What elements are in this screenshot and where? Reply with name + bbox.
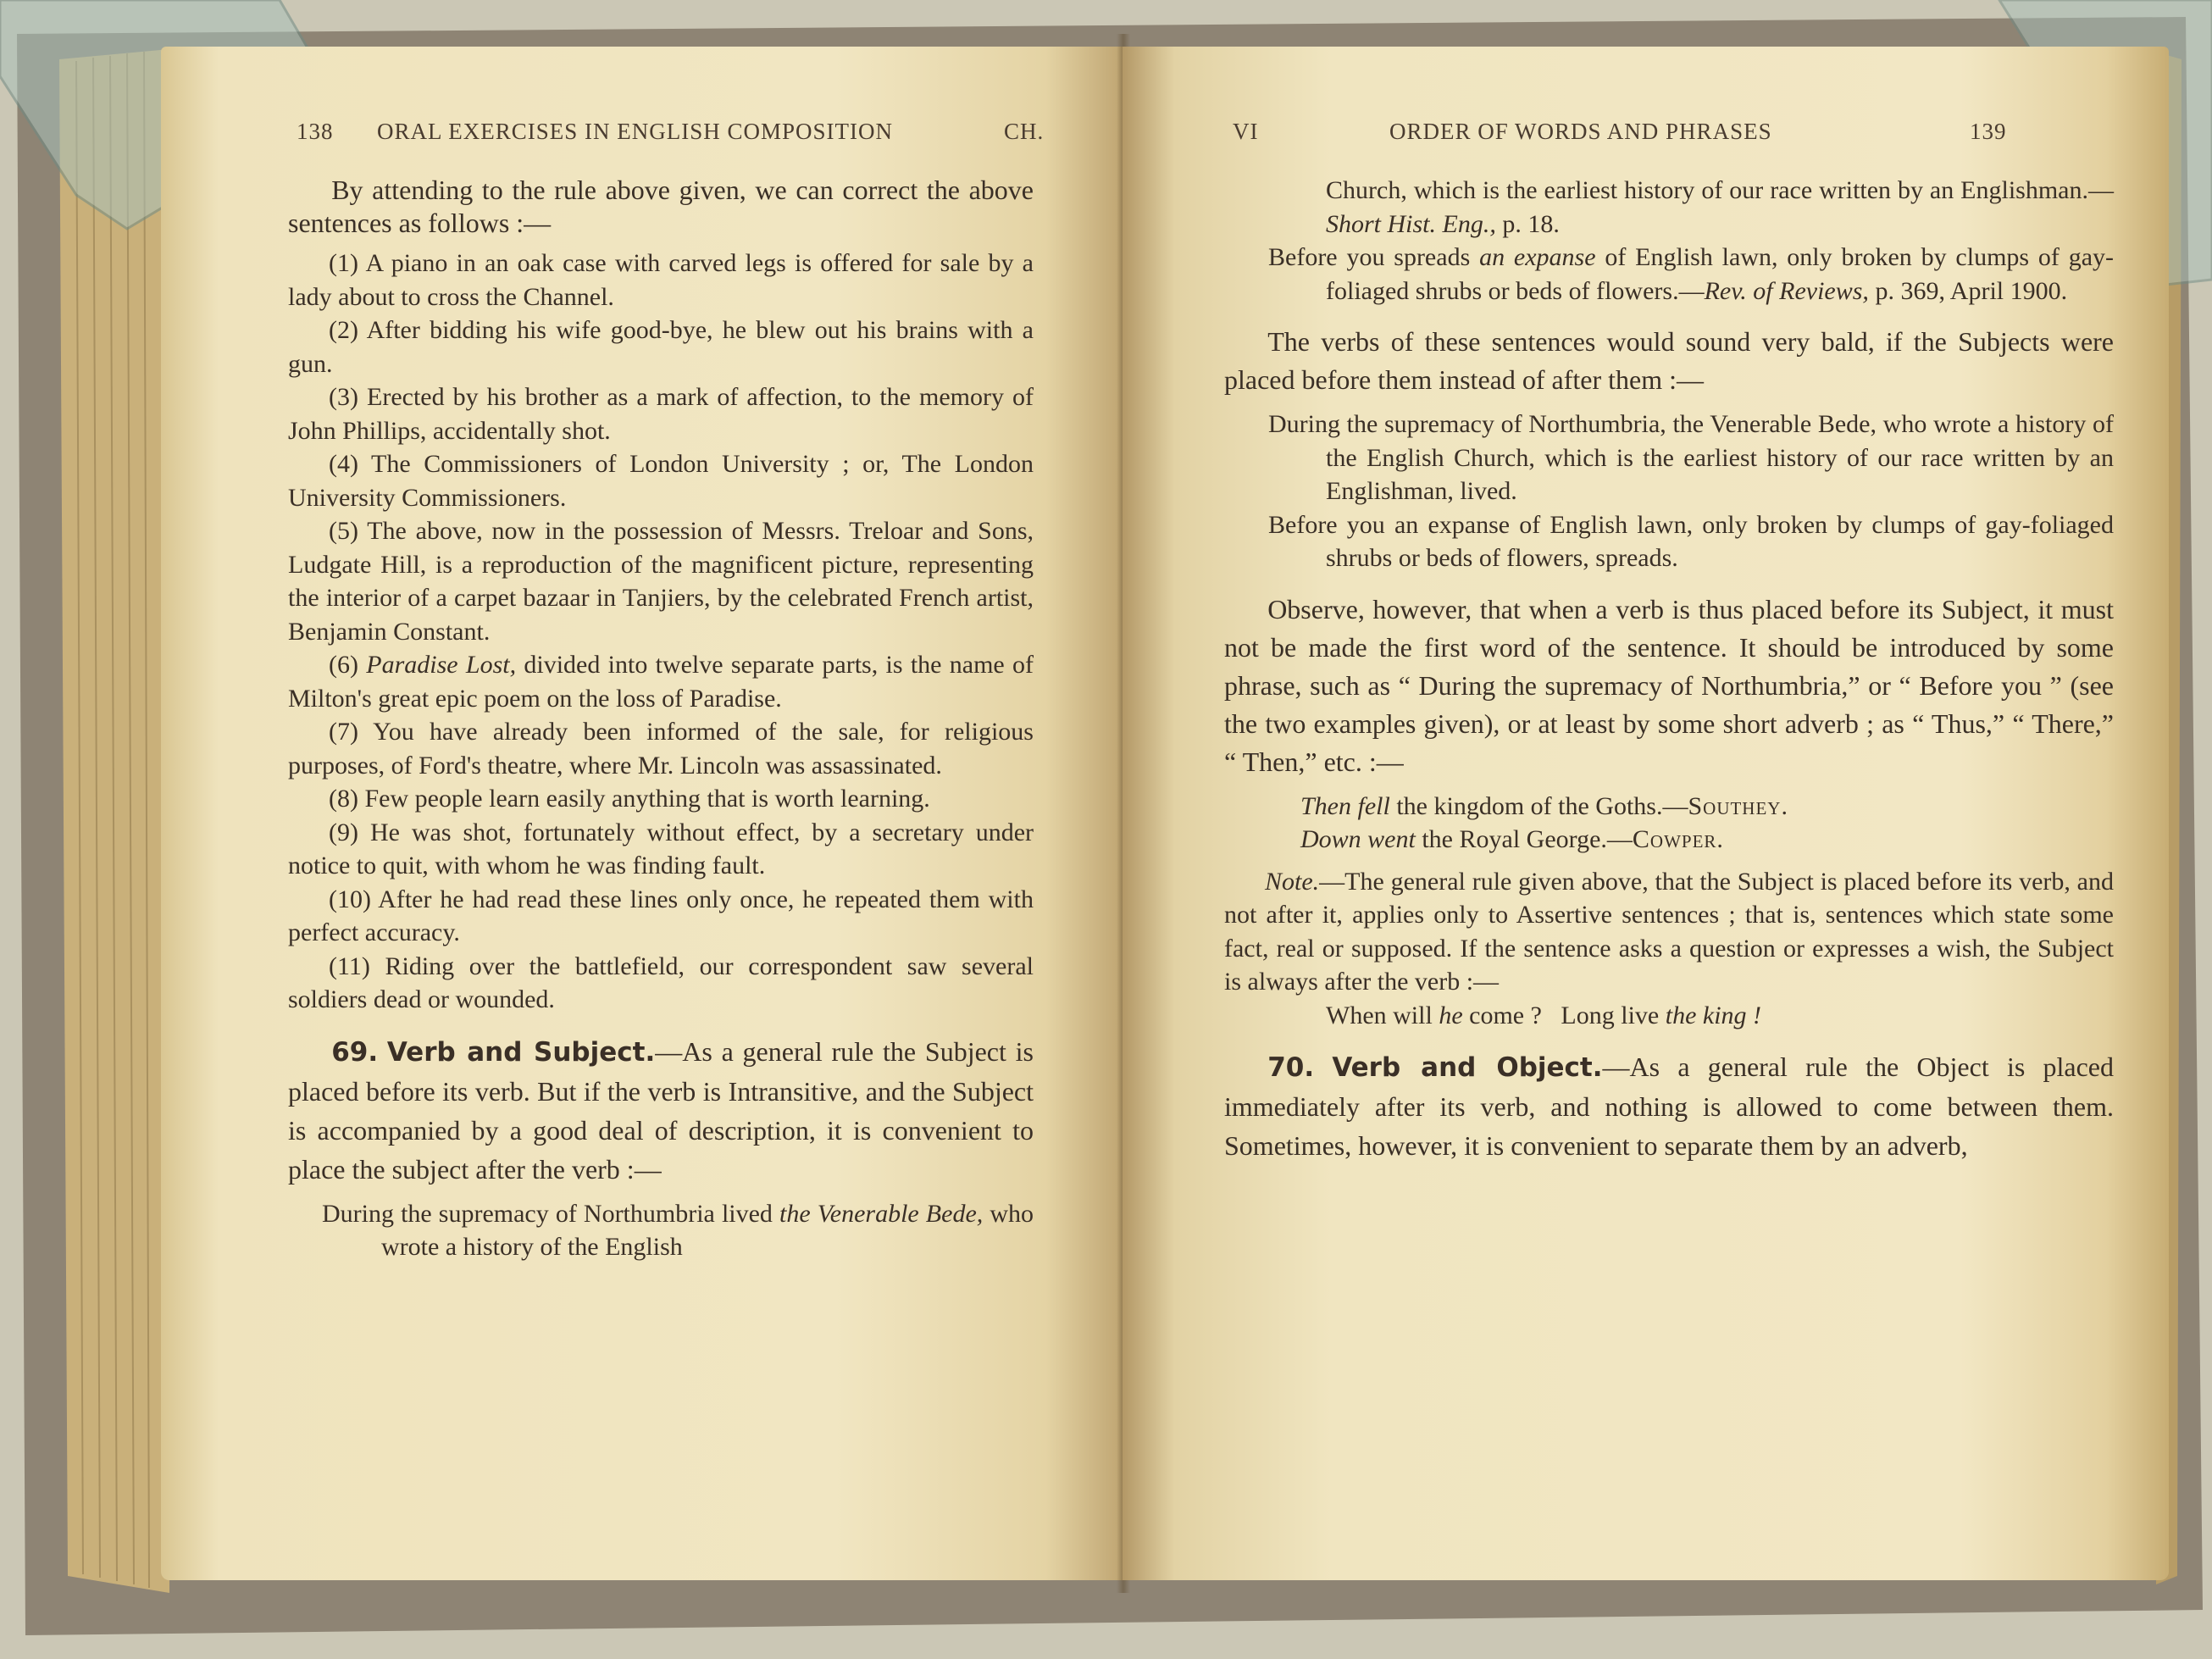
correction-item <box>288 715 1034 782</box>
item-text: The above, now in the possession of Messrs. Treloar and Sons, Ludgate Hill, is a reproduction of the magnificent picture, representing the interior of a carpet bazaar in Tanjiers, by the celebrated French artist, Benjamin Constant. <box>288 517 1034 646</box>
correction-item <box>288 514 1034 648</box>
quote-italic: Down went <box>1300 825 1416 853</box>
quote-author: Cowper. <box>1632 825 1724 853</box>
item-number: (8) <box>329 785 358 813</box>
example-source-page: p. 369, April 1900. <box>1875 276 2068 305</box>
section-70 <box>1224 1047 2114 1165</box>
right-running-title: ORDER OF WORDS AND PHRASES <box>1389 119 1772 144</box>
correction-item <box>288 247 1034 313</box>
left-chapter-mark: CH. <box>1004 119 1045 144</box>
quote-southey <box>1224 790 2114 824</box>
item-number: (1) <box>329 249 358 278</box>
item-number: (10) <box>329 885 371 913</box>
item-number: (9) <box>329 818 358 846</box>
example-source: Short Hist. Eng., <box>1326 209 1496 238</box>
item-number: (5) <box>329 517 358 546</box>
example-text: During the supremacy of Northumbria lived <box>322 1199 773 1228</box>
example-text: who wrote a history of the English <box>381 1199 1034 1262</box>
example-text: Before you spreads <box>1268 243 1471 271</box>
right-page-body <box>1224 174 2114 1165</box>
example-source-page: p. 18. <box>1502 209 1560 238</box>
example-text: Church, which is the earliest history of our race written by an Englishman.— <box>1326 176 2114 204</box>
correction-item <box>288 816 1034 883</box>
note-paragraph <box>1224 865 2114 999</box>
section-69-title: Verb and Subject. <box>386 1036 656 1068</box>
correction-item <box>288 950 1034 1017</box>
section-69-number: 69. <box>331 1036 379 1068</box>
correction-item <box>288 883 1034 950</box>
section-69 <box>288 1032 1034 1189</box>
item-number: (3) <box>329 383 358 412</box>
quote-cowper <box>1224 823 2114 857</box>
section-69-text: —As a general rule the Subject is placed before its verb. But if the verb is Intransitive, and the Subject is accompanied by a good deal of description, it is convenient to place the subject after the verb :— <box>288 1035 1034 1185</box>
correction-item <box>288 648 1034 715</box>
item-number: (6) <box>329 651 358 680</box>
item-text: divided into twelve separate parts, is the name of Milton's great epic poem on the loss of Paradise. <box>288 651 1034 713</box>
note-example-italic: the king ! <box>1665 1001 1762 1029</box>
correction-item <box>288 380 1034 447</box>
right-chapter-mark: VI <box>1233 119 1259 144</box>
note-text: —The general rule given above, that the Subject is placed before its verb, and not after it, applies only to Assertive sentences ; that is, sentences which state some fact, real or supposed. If the sentence asks a question or expresses a wish, the Subject is always after the verb :— <box>1224 867 2114 996</box>
section-70-text: —As a general rule the Object is placed immediately after its verb, and nothing is allowed to come between them. Sometimes, however, it is convenient to separate them by an adverb, <box>1224 1051 2115 1161</box>
note-example <box>1224 999 2114 1033</box>
item-text: After he had read these lines only once, he repeated them with perfect accuracy. <box>288 885 1034 947</box>
example-bede-start <box>288 1197 1034 1264</box>
item-text: After bidding his wife good-bye, he blew out his brains with a gun. <box>288 316 1034 378</box>
right-page <box>1123 47 2169 1580</box>
example-text: of English lawn, only broken by clumps of gay-foliaged shrubs or beds of flowers.— <box>1326 243 2115 305</box>
item-text: A piano in an oak case with carved legs is offered for sale by a lady about to cross the Channel. <box>288 249 1034 311</box>
left-page-body <box>288 174 1034 1264</box>
item-number: (7) <box>329 718 358 746</box>
left-page <box>161 47 1123 1580</box>
quote-author: Southey. <box>1688 791 1788 820</box>
example-bede-continued <box>1224 174 2114 241</box>
example-italic-subject: an expanse <box>1479 243 1596 271</box>
note-example-text: come ? Long live <box>1469 1001 1660 1029</box>
correction-item <box>288 447 1034 514</box>
rewrite-lawn: Before you an expanse of English lawn, only broken by clumps of gay-foliaged shrubs or beds of flowers, spreads. <box>1268 510 2114 572</box>
right-running-header <box>1123 119 2169 153</box>
left-page-number: 138 <box>297 119 334 144</box>
item-italic-title: Paradise Lost, <box>366 651 517 680</box>
rewrite-bede: During the supremacy of Northumbria, the Venerable Bede, who wrote a history of the English Church, which is the earliest history of our race written by an Englishman, lived. <box>1268 410 2114 505</box>
correction-item <box>288 313 1034 380</box>
paragraph-bald: The verbs of these sentences would sound very bald, if the Subjects were placed before them instead of after them :— <box>1224 326 2114 395</box>
quote-text: the kingdom of the Goths.— <box>1396 791 1688 820</box>
quote-italic: Then fell <box>1300 791 1390 820</box>
note-label: Note. <box>1265 867 1320 896</box>
corrections-list <box>288 247 1034 1017</box>
intro-paragraph: By attending to the rule above given, we can correct the above sentences as follows :— <box>288 175 1034 239</box>
example-source: Rev. of Reviews, <box>1704 276 1869 305</box>
example-lawn <box>1224 241 2114 308</box>
item-text: Erected by his brother as a mark of affection, to the memory of John Phillips, accidentally shot. <box>288 383 1034 445</box>
left-running-title: ORAL EXERCISES IN ENGLISH COMPOSITION <box>377 119 894 144</box>
item-text: He was shot, fortunately without effect, by a secretary under notice to quit, with whom he was finding fault. <box>288 818 1034 880</box>
quote-text: the Royal George.— <box>1422 825 1633 853</box>
note-example-text: When will <box>1326 1001 1433 1029</box>
item-number: (4) <box>329 450 358 479</box>
section-70-title: Verb and Object. <box>1332 1052 1603 1083</box>
note-example-italic: he <box>1439 1001 1463 1029</box>
example-italic-subject: the Venerable Bede, <box>779 1199 984 1228</box>
item-text: Few people learn easily anything that is worth learning. <box>364 785 930 813</box>
item-number: (11) <box>329 952 370 980</box>
correction-item <box>288 782 1034 816</box>
item-text: Riding over the battlefield, our correspondent saw several soldiers dead or wounded. <box>288 952 1034 1014</box>
item-text: You have already been informed of the sale, for religious purposes, of Ford's theatre, where Mr. Lincoln was assassinated. <box>288 718 1034 780</box>
item-number: (2) <box>329 316 358 345</box>
section-70-number: 70. <box>1267 1052 1315 1083</box>
right-page-number: 139 <box>1970 119 2007 144</box>
item-text: The Commissioners of London University ; or, The London University Commissioners. <box>288 450 1034 512</box>
paragraph-observe: Observe, however, that when a verb is thus placed before its Subject, it must not be made the first word of the sentence. It should be introduced by some phrase, such as “ During the supremacy of Northumbria,” or “ Before you ” (see the two examples given), or at least by some short adverb ; as “ Thus,” “ There,” “ Then,” etc. :— <box>1224 593 2114 777</box>
left-running-header <box>161 119 1123 153</box>
